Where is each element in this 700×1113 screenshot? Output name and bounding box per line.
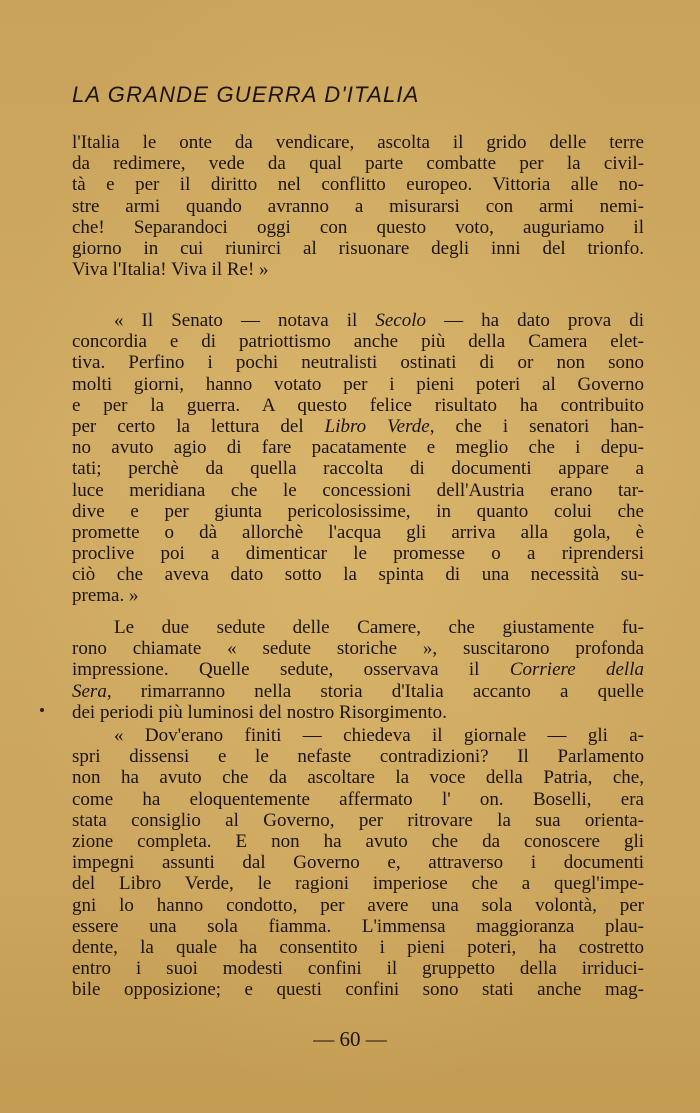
text-line: che! Separandoci oggi con questo voto, auguriamo il: [72, 216, 644, 238]
text-line: stata consiglio al Governo, per ritrovare la sua orienta-: [72, 809, 644, 831]
text-line: Le due sedute delle Camere, che giustamente fu-: [114, 617, 644, 638]
paragraph-3: [72, 617, 644, 723]
text-line: gni lo hanno condotto, per avere una sola volontà, per: [72, 894, 644, 916]
text-line: concordia e di patriottismo anche più della Camera elet-: [72, 331, 644, 353]
book-title: Libro Verde: [324, 415, 430, 437]
text-line: tiva. Perfino i pochi neutralisti ostinati di or non sono: [72, 352, 644, 374]
text-line: come ha eloquentemente affermato l' on. Boselli, era: [72, 788, 644, 810]
text-line: e per la guerra. A questo felice risultato ha contribuito: [72, 394, 644, 416]
text-line: [72, 681, 644, 702]
text-line: [72, 310, 644, 331]
text-line: ciò che aveva dato sotto la spinta di una necessità su-: [72, 564, 644, 586]
text-line: [72, 416, 644, 437]
text-line: l'Italia le onte da vendicare, ascolta il grido delle terre: [72, 132, 644, 153]
text-line: del Libro Verde, le ragioni imperiose che a quegl'impe-: [72, 873, 644, 895]
text-line: essere una sola fiamma. L'immensa maggioranza plau-: [72, 915, 644, 937]
text-run: , rimarranno nella storia d'Italia accanto a quelle: [106, 680, 644, 702]
text-line: « Dov'erano finiti — chiedeva il giornale — gli a-: [114, 725, 644, 746]
text-line: zione completa. E non ha avuto che da conoscere gli: [72, 830, 644, 852]
text-run: , che i senatori han-: [429, 415, 644, 437]
paragraph-1: [72, 132, 644, 280]
text-line: tà e per il diritto nel conflitto europeo. Vittoria alle no-: [72, 174, 644, 196]
text-line: dive e per giunta pericolosissime, in quanto colui che: [72, 500, 644, 522]
text-line: no avuto agio di fare pacatamente e meglio che i depu-: [72, 437, 644, 459]
text-line: dente, la quale ha consentito i pieni poteri, ha costretto: [72, 936, 644, 958]
paragraph-2: [72, 310, 644, 607]
text-line: da redimere, vede da qual parte combatte per la civil-: [72, 153, 644, 175]
text-line: [72, 659, 644, 680]
text-line: tati; perchè da quella raccolta di documenti appare a: [72, 458, 644, 480]
newspaper-name: Secolo: [375, 310, 427, 331]
text-run: — ha dato prova di: [426, 310, 644, 331]
text-line: Viva l'Italia! Viva il Re! »: [72, 259, 269, 281]
text-run: « Il Senato — notava il: [114, 310, 376, 331]
newspaper-name: Corriere della: [509, 659, 644, 681]
text-line: spri dissensi e le nefaste contradizioni? Il Parlamento: [72, 746, 644, 768]
text-line: bile opposizione; e questi confini sono stati anche mag-: [72, 979, 644, 1001]
text-line: dei periodi più luminosi del nostro Risorgimento.: [72, 701, 447, 723]
paragraph-4: [72, 725, 644, 1000]
margin-speck: [40, 708, 44, 712]
text-line: prema. »: [72, 585, 139, 607]
text-line: impegni assunti dal Governo e, attraverso i documenti: [72, 852, 644, 874]
text-line: promette o dà allorchè l'acqua gli arriva alla gola, è: [72, 521, 644, 543]
text-line: stre armi quando avranno a misurarsi con armi nemi-: [72, 195, 644, 217]
text-line: entro i suoi modesti confini il gruppetto della irriduci-: [72, 958, 644, 980]
text-run: impressione. Quelle sedute, osservava il: [72, 659, 510, 681]
text-line: non ha avuto che da ascoltare la voce della Patria, che,: [72, 767, 644, 789]
text-line: proclive poi a dimenticar le promesse o a riprendersi: [72, 543, 644, 565]
text-line: rono chiamate « sedute storiche », suscitarono profonda: [72, 638, 644, 660]
text-line: giorno in cui riunirci al risuonare degli inni del trionfo.: [72, 237, 644, 259]
running-head: LA GRANDE GUERRA D'ITALIA: [72, 82, 420, 107]
page-number: — 60 —: [313, 1027, 387, 1051]
newspaper-name: Sera: [72, 680, 107, 702]
text-run: per certo la lettura del: [72, 415, 325, 437]
text-line: luce meridiana che le concessioni dell'Austria erano tar-: [72, 479, 644, 501]
text-line: molti giorni, hanno votato per i pieni poteri al Governo: [72, 373, 644, 395]
